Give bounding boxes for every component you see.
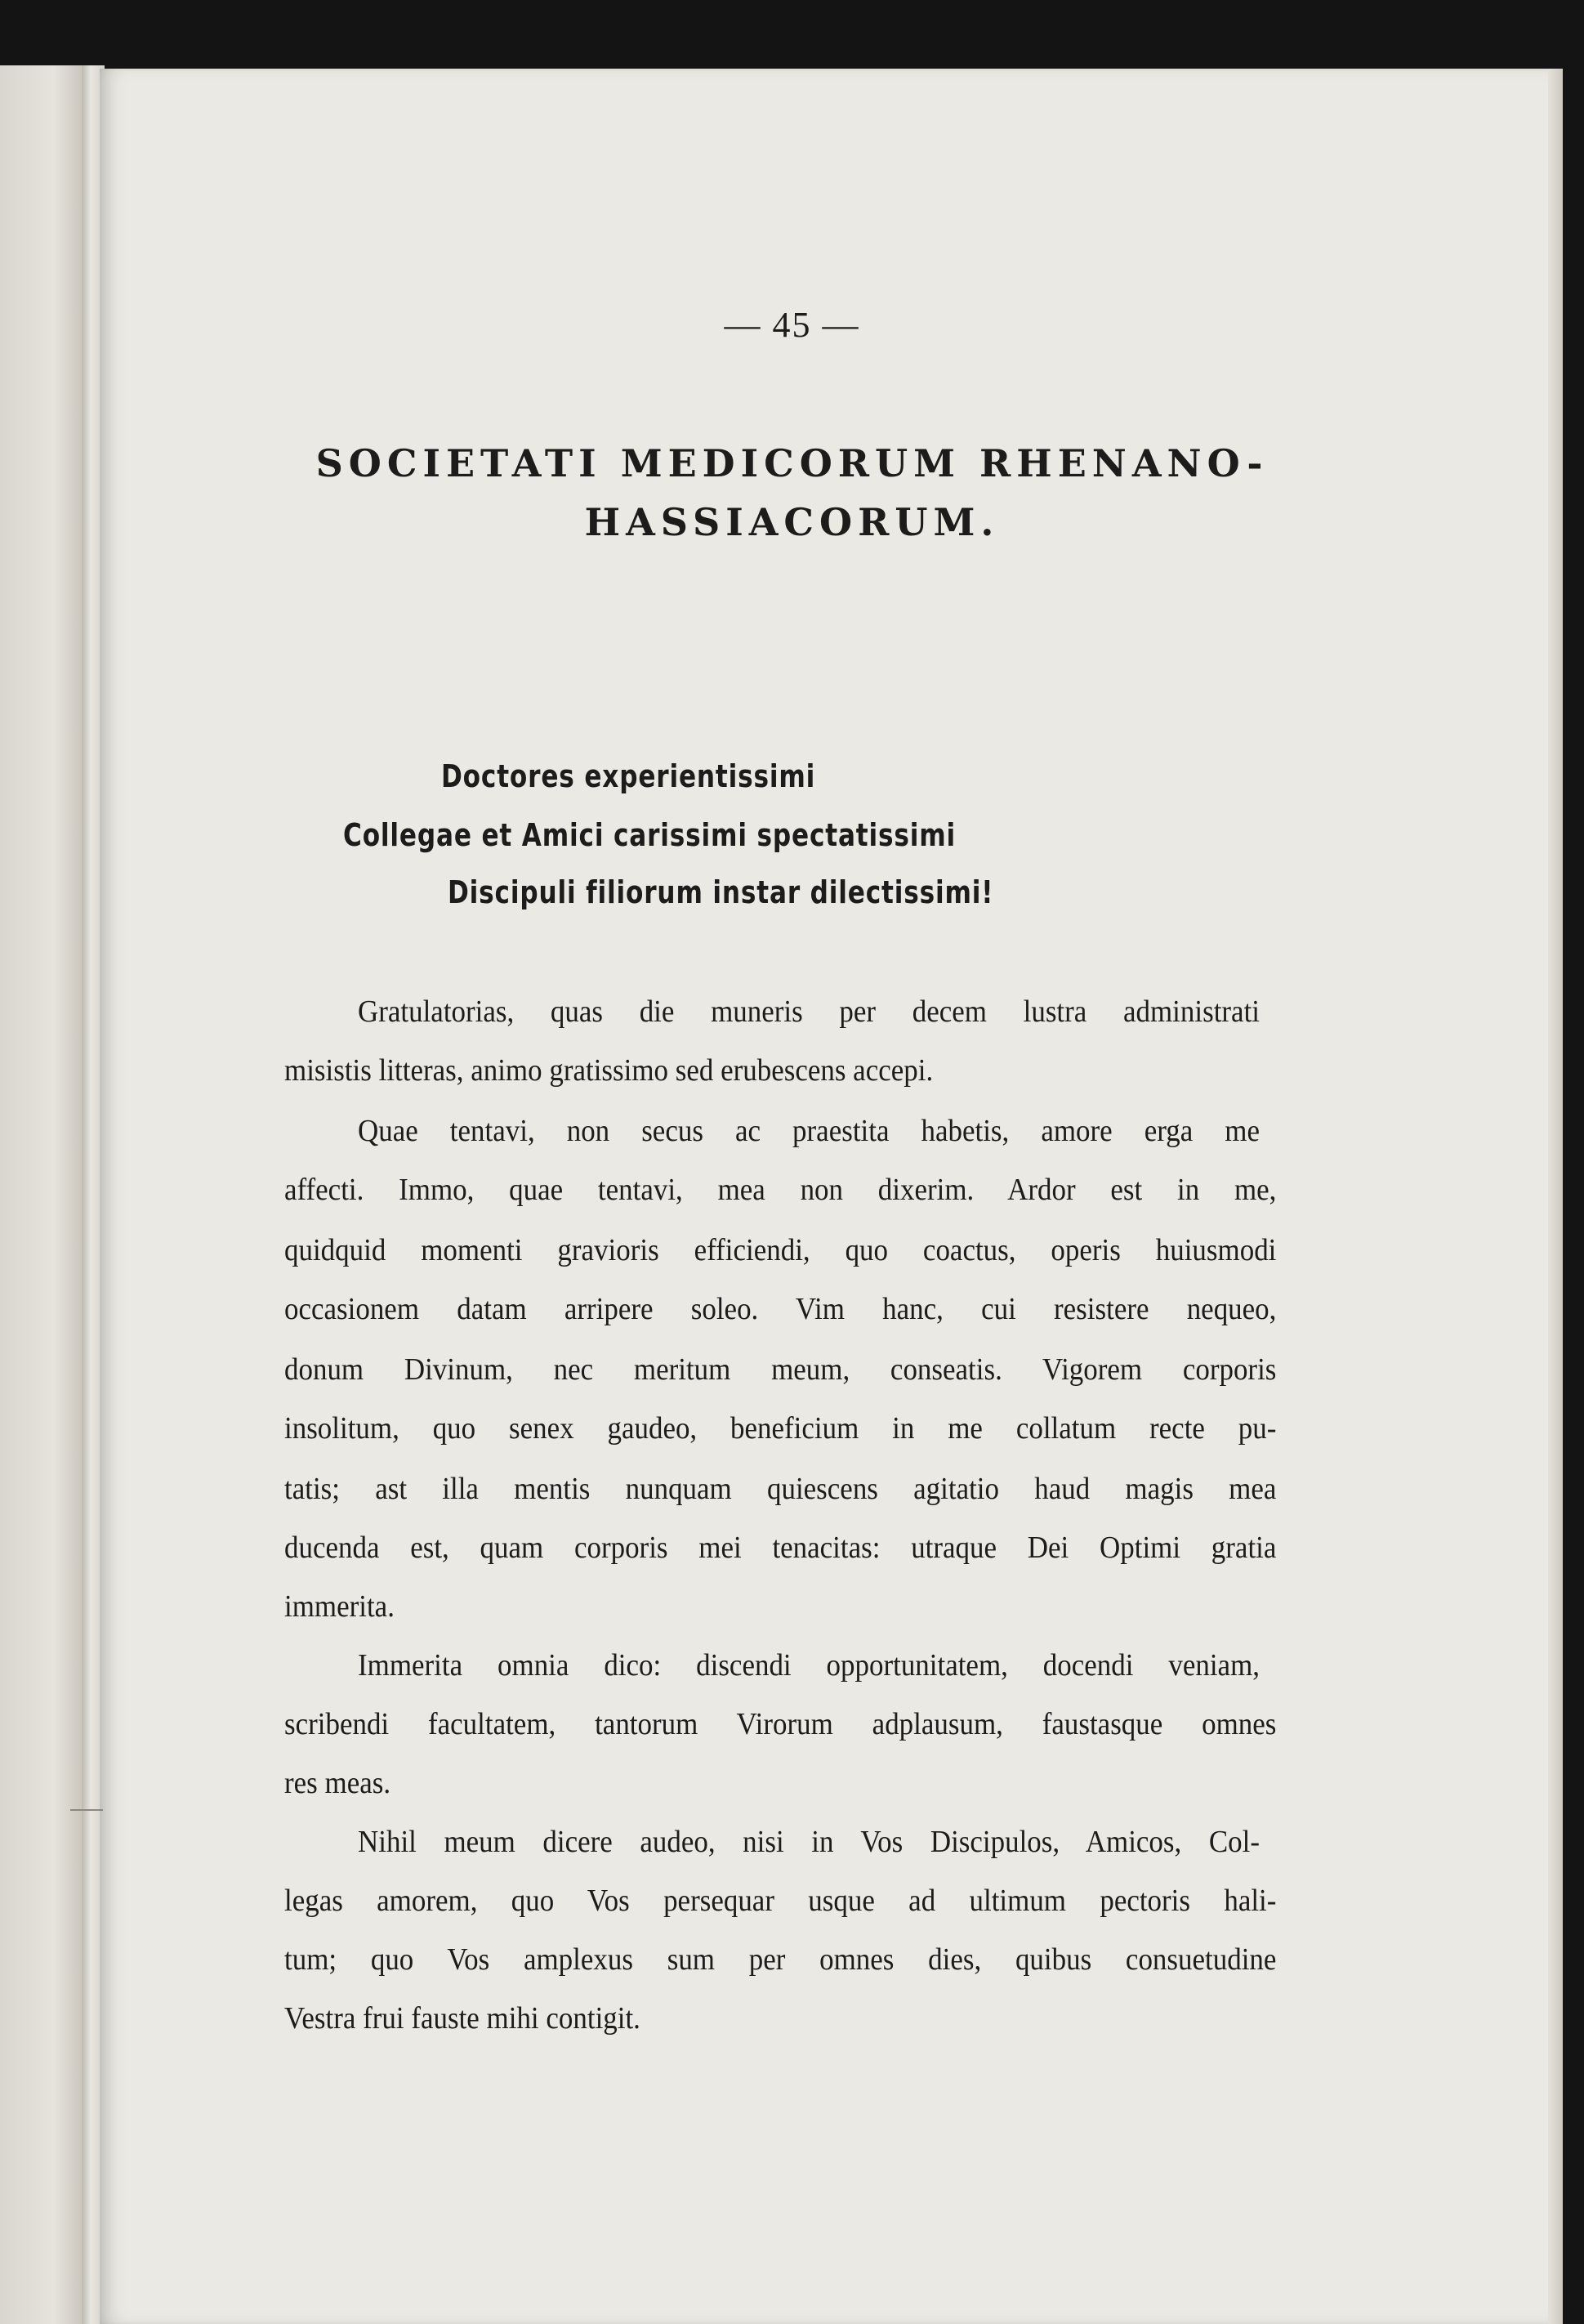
body-line: Immerita omnia dico: discendi opportunitatem, docendi veniam,	[358, 1648, 1260, 1683]
body-line: tatis; ast illa mentis nunquam quiescens agitatio haud magis mea	[284, 1472, 1277, 1506]
body-line: affecti. Immo, quae tentavi, mea non dixerim. Ardor est in me,	[284, 1173, 1277, 1207]
title-line-1: SOCIETATI MEDICORUM RHENANO-	[315, 441, 1269, 485]
body-line: misistis litteras, animo gratissimo sed erubescens accepi.	[284, 1053, 934, 1088]
body-line: ducenda est, quam corporis mei tenacitas: utraque Dei Optimi gratia	[284, 1531, 1277, 1565]
body-line: occasionem datam arripere soleo. Vim hanc, cui resistere nequeo,	[284, 1292, 1277, 1326]
body-line: res meas.	[284, 1766, 391, 1800]
body-line: Gratulatorias, quas die muneris per decem lustra administrati	[358, 994, 1260, 1029]
title-line-2: HASSIACORUM.	[584, 500, 1000, 544]
body-line: scribendi facultatem, tantorum Virorum adplausum, faustasque omnes	[284, 1707, 1277, 1741]
body-line: immerita.	[284, 1589, 395, 1624]
body-line: quidquid momenti gravioris efficiendi, quo coactus, operis huiusmodi	[284, 1233, 1277, 1267]
body-line: insolitum, quo senex gaudeo, beneficium in me collatum recte pu-	[284, 1411, 1277, 1446]
body-line: tum; quo Vos amplexus sum per omnes dies, quibus consuetudine	[284, 1942, 1277, 1977]
salutation-line: Discipuli filiorum instar dilectissimi!	[448, 874, 994, 910]
salutation-line: Collegae et Amici carissimi spectatissimi	[343, 817, 957, 853]
body-line: legas amorem, quo Vos persequar usque ad ultimum pectoris hali-	[284, 1884, 1277, 1918]
body-line: Quae tentavi, non secus ac praestita habetis, amore erga me	[358, 1114, 1260, 1148]
body-line: Vestra frui fauste mihi contigit.	[284, 2001, 640, 2036]
page-number: — 45 —	[724, 305, 860, 345]
salutation-line: Doctores experientissimi	[441, 758, 816, 794]
body-line: Nihil meum dicere audeo, nisi in Vos Discipulos, Amicos, Col-	[358, 1825, 1260, 1859]
body-line: donum Divinum, nec meritum meum, conseatis. Vigorem corporis	[284, 1352, 1277, 1387]
